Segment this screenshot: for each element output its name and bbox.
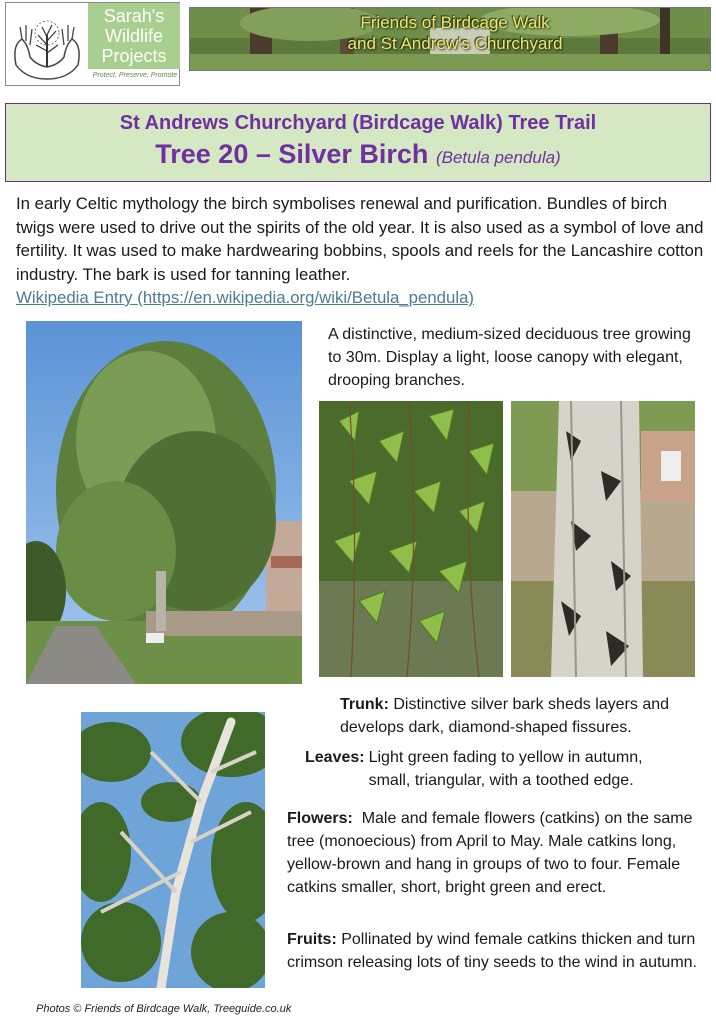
tree-description: A distinctive, medium-sized deciduous tree growing to 30m. Display a light, loose canopy with elegant, drooping branches. <box>328 326 691 389</box>
logo <box>5 2 180 86</box>
logo-title-line: Wildlife <box>104 26 163 46</box>
latin-name: (Betula pendula) <box>435 148 561 167</box>
leaves-label: Leaves: <box>305 749 365 766</box>
leaves-text: Light green fading to yellow in autumn, small, triangular, with a toothed edge. <box>368 749 643 789</box>
banner <box>189 7 711 71</box>
trunk-text: Distinctive silver bark sheds layers and develops dark, diamond-shaped fissures. <box>340 696 670 736</box>
trunk-photo <box>511 401 695 677</box>
flowers-info <box>287 807 702 899</box>
wikipedia-link-url[interactable]: (https://en.wikipedia.org/wiki/Betula_pendula) <box>137 288 474 307</box>
title-box <box>5 103 711 182</box>
fruits-info <box>287 928 707 974</box>
fruits-text: Pollinated by wind female catkins thicken and turn crimson releasing lots of tiny seeds to the wind in autumn. <box>287 931 697 971</box>
tree-photo <box>26 321 302 684</box>
flowers-label: Flowers: <box>287 810 353 827</box>
banner-line: and St Andrew's Churchyard <box>347 34 563 53</box>
trail-title: St Andrews Churchyard (Birdcage Walk) Tree Trail <box>119 112 597 134</box>
leaves-photo <box>319 401 503 677</box>
wikipedia-link[interactable] <box>16 288 474 307</box>
logo-title-line: Projects <box>101 46 167 66</box>
wikipedia-link-label[interactable]: Wikipedia Entry <box>16 288 133 307</box>
intro-text: In early Celtic mythology the birch symbolises renewal and purification. Bundles of birch twigs were used to drive out the spirits of the old year. It is also used as a symbol of love and fertility. It was used to make hardwearing bobbins, spools and reels for the Lancashire cotton industry. The bark is used for tanning leather. <box>16 194 704 284</box>
tree-title <box>6 139 710 170</box>
tree-name: Tree 20 – Silver Birch <box>155 139 429 169</box>
photo-credit: Photos © Friends of Birdcage Walk, Treeguide.co.uk <box>36 1003 292 1015</box>
intro-paragraph <box>16 192 706 310</box>
logo-title-line: Sarah's <box>103 6 165 26</box>
logo-tagline: Protect, Preserve, Promote <box>92 72 178 79</box>
canopy-photo <box>81 712 265 988</box>
trunk-label: Trunk: <box>340 696 389 713</box>
leaves-info <box>305 746 705 792</box>
fruits-label: Fruits: <box>287 931 337 948</box>
trunk-info <box>340 693 700 739</box>
banner-line: Friends of Birdcage Walk <box>360 13 550 32</box>
flowers-text: Male and female flowers (catkins) on the same tree (monoecious) from April to May. Male catkins long, yellow-brown and hang in groups of two to four. Female catkins smaller, short, bright green and erect. <box>287 810 693 896</box>
logo-title <box>88 3 180 69</box>
hands-holding-tree-logo-icon <box>8 5 86 83</box>
banner-title <box>290 12 620 54</box>
